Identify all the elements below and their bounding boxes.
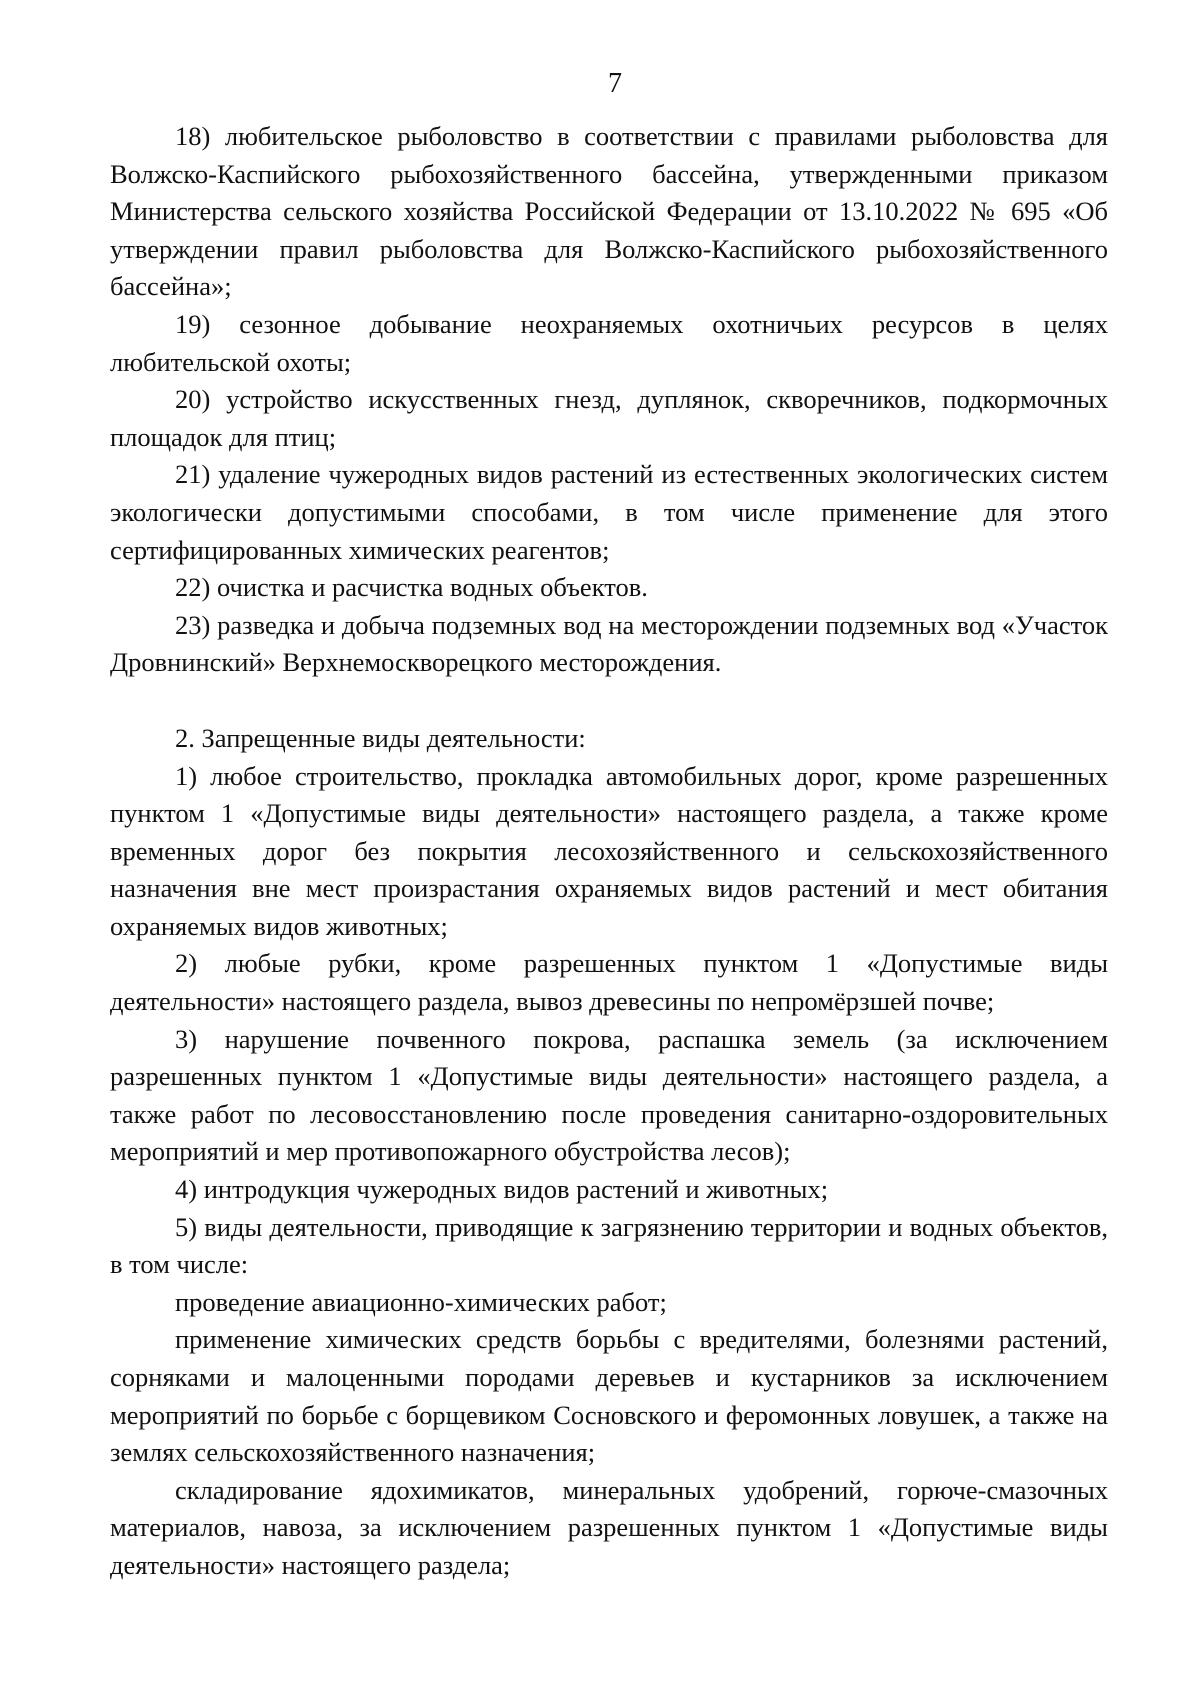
paragraph-item-20: 20) устройство искусственных гнезд, дуплянок, скворечников, подкормочных площадок для птиц; bbox=[110, 384, 1108, 452]
section-heading-prohibited: 2. Запрещенные виды деятельности: bbox=[175, 722, 586, 753]
paragraph-prohibited-3: 3) нарушение почвенного покрова, распашка земель (за исключением разрешенных пунктом 1 «Допустимые виды деятельности» настоящего раздела, а также работ по лесовосстановлению после проведения санитарно-оздоровительных мероприятий и мер противопожарного обустройства лесов); bbox=[110, 1023, 1108, 1167]
paragraph-prohibited-5: 5) виды деятельности, приводящие к загрязнению территории и водных объектов, в том числе: bbox=[110, 1211, 1108, 1280]
subparagraph-aviation-chemical: проведение авиационно-химических работ; bbox=[175, 1286, 667, 1317]
paragraph-item-23: 23) разведка и добыча подземных вод на месторождении подземных вод «Участок Дровнинский» Верхнемоскворецкого месторождения. bbox=[110, 609, 1108, 678]
paragraph-item-21: 21) удаление чужеродных видов растений из естественных экологических систем экологически допустимыми способами, в том числе применение для этого сертифицированных химических реагентов; bbox=[110, 459, 1108, 565]
paragraph-prohibited-2: 2) любые рубки, кроме разрешенных пунктом 1 «Допустимые виды деятельности» настоящего раздела, вывоз древесины по непромёрзшей почве; bbox=[110, 948, 1108, 1017]
paragraph-item-22: 22) очистка и расчистка водных объектов. bbox=[175, 572, 648, 603]
document-body bbox=[110, 118, 1108, 1585]
page-number: 7 bbox=[608, 68, 622, 99]
subparagraph-storage: складирование ядохимикатов, минеральных удобрений, горюче-смазочных материалов, навоза, за исключением разрешенных пунктом 1 «Допустимые виды деятельности» настоящего раздела; bbox=[110, 1474, 1108, 1580]
paragraph-item-18: 18) любительское рыболовство в соответствии с правилами рыболовства для Волжско-Каспийского рыбохозяйственного бассейна, утвержденными приказом Министерства сельского хозяйства Российской Федерации от 13.10.2022 № 695 «Об утверждении правил рыболовства для Волжско-Каспийского рыбохозяйственного бассейна»; bbox=[110, 121, 1108, 302]
subparagraph-chemical-control: применение химических средств борьбы с вредителями, болезнями растений, сорняками и малоценными породами деревьев и кустарников за исключением мероприятий по борьбе с борщевиком Сосновского и феромонных ловушек, а также на землях сельскохозяйственного назначения; bbox=[110, 1324, 1108, 1468]
paragraph-prohibited-4: 4) интродукция чужеродных видов растений и животных; bbox=[175, 1174, 829, 1205]
paragraph-item-19: 19) сезонное добывание неохраняемых охотничьих ресурсов в целях любительской охоты; bbox=[110, 308, 1108, 377]
paragraph-prohibited-1: 1) любое строительство, прокладка автомобильных дорог, кроме разрешенных пунктом 1 «Допустимые виды деятельности» настоящего раздела, а также кроме временных дорог без покрытия лесохозяйственного и сельскохозяйственного назначения вне мест произрастания охраняемых видов растений и мест обитания охраняемых видов животных; bbox=[110, 760, 1108, 941]
